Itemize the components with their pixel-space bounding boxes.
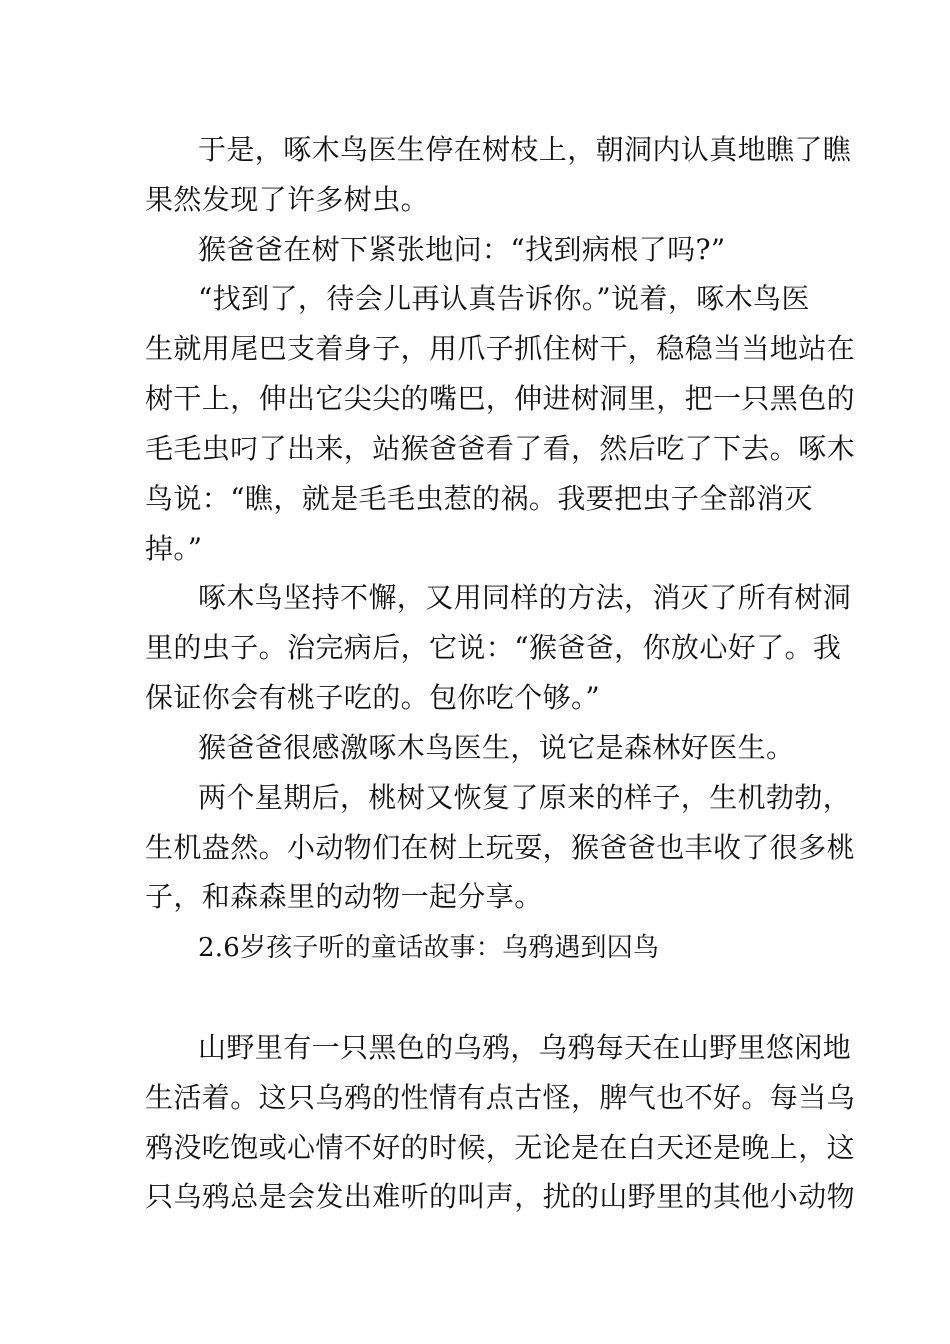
paragraph-2-line-1: 猴爸爸在树下紧张地问：“找到病根了吗?” <box>198 233 726 266</box>
paragraph-1-line-1: 于是，啄木鸟医生停在树枝上，朝洞内认真地瞧了瞧 <box>198 133 852 166</box>
paragraph-5-line-1: 猴爸爸很感激啄木鸟医生，说它是森林好医生。 <box>198 731 795 764</box>
story-heading: 2.6岁孩子听的童话故事：乌鸦遇到囚鸟 <box>198 933 660 963</box>
paragraph-7-line-4: 只乌鸦总是会发出难听的叫声，扰的山野里的其他小动物 <box>145 1180 856 1213</box>
paragraph-3-line-4: 毛毛虫叼了出来，站猴爸爸看了看，然后吃了下去。啄木 <box>145 432 856 465</box>
paragraph-3-line-3: 树干上，伸出它尖尖的嘴巴，伸进树洞里，把一只黑色的 <box>145 382 856 415</box>
paragraph-6-line-2: 生机盎然。小动物们在树上玩耍，猴爸爸也丰收了很多桃 <box>145 831 856 864</box>
paragraph-4-line-2: 里的虫子。治完病后，它说：“猴爸爸，你放心好了。我 <box>145 631 842 664</box>
paragraph-6-line-3: 子，和森森里的动物一起分享。 <box>145 880 543 913</box>
paragraph-7-line-3: 鸦没吃饱或心情不好的时候，无论是在白天还是晚上，这 <box>145 1131 856 1164</box>
paragraph-7-line-2: 生活着。这只乌鸦的性情有点古怪，脾气也不好。每当乌 <box>145 1081 856 1114</box>
paragraph-3-line-5: 鸟说：“瞧，就是毛毛虫惹的祸。我要把虫子全部消灭 <box>145 482 813 515</box>
paragraph-3-line-2: 生就用尾巴支着身子，用爪子抓住树干，稳稳当当地站在 <box>145 332 856 365</box>
paragraph-4-line-3: 保证你会有桃子吃的。包你吃个够。” <box>145 681 601 714</box>
paragraph-4-line-1: 啄木鸟坚持不懈，又用同样的方法，消灭了所有树洞 <box>198 581 852 614</box>
paragraph-6-line-1: 两个星期后，桃树又恢复了原来的样子，生机勃勃， <box>198 781 852 814</box>
paragraph-7-line-1: 山野里有一只黑色的乌鸦，乌鸦每天在山野里悠闲地 <box>198 1031 852 1064</box>
paragraph-3-line-6: 掉。” <box>145 532 203 565</box>
paragraph-1-line-2: 果然发现了许多树虫。 <box>145 183 430 216</box>
paragraph-3-line-1: “找到了，待会儿再认真告诉你。”说着，啄木鸟医 <box>198 282 810 315</box>
